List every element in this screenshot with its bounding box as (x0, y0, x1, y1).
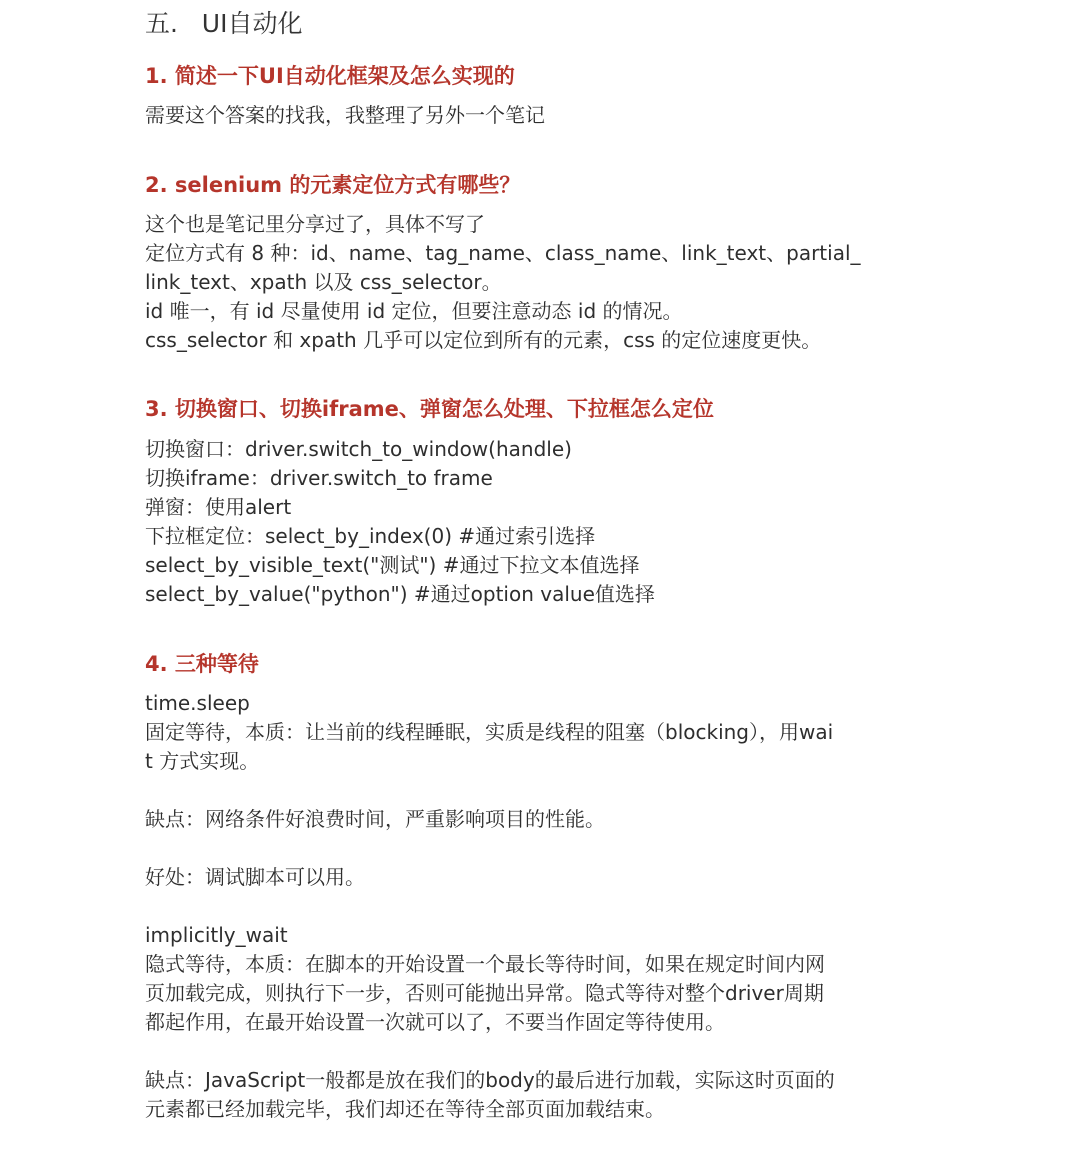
body-line: id 唯一，有 id 尽量使用 id 定位，但要注意动态 id 的情况。 (145, 299, 683, 323)
body-line: 定位方式有 8 种：id、name、tag_name、class_name、link_text、partial_ (145, 241, 861, 265)
section-3-body (145, 435, 935, 609)
body-line: 好处：调试脚本可以用。 (145, 865, 365, 889)
body-line: 都起作用，在最开始设置一次就可以了，不要当作固定等待使用。 (145, 1010, 725, 1034)
blank-line (145, 776, 935, 805)
body-line: t 方式实现。 (145, 749, 260, 773)
body-line: 元素都已经加载完毕，我们却还在等待全部页面加载结束。 (145, 1097, 665, 1121)
body-line: 固定等待，本质：让当前的线程睡眠，实质是线程的阻塞（blocking），用wai (145, 720, 834, 744)
body-line: 缺点：网络条件好浪费时间，严重影响项目的性能。 (145, 807, 605, 831)
body-line: implicitly_wait (145, 923, 288, 947)
body-line: 切换窗口：driver.switch_to_window(handle) (145, 437, 572, 461)
blank-line (145, 834, 935, 863)
body-line: css_selector 和 xpath 几乎可以定位到所有的元素，css 的定位速度更快。 (145, 328, 822, 352)
section-4-heading: 4. 三种等待 (145, 652, 259, 676)
page-title: 五. UI自动化 (145, 9, 303, 38)
section-3-heading: 3. 切换窗口、切换iframe、弹窗怎么处理、下拉框怎么定位 (145, 397, 714, 421)
blank-line (145, 1037, 935, 1066)
section-1-heading: 1. 简述一下UI自动化框架及怎么实现的 (145, 64, 515, 88)
body-line: 这个也是笔记里分享过了，具体不写了 (145, 212, 485, 236)
body-line: select_by_value("python") #通过option value值选择 (145, 582, 655, 606)
body-line: select_by_visible_text("测试") #通过下拉文本值选择 (145, 553, 640, 577)
section-4-body (145, 689, 935, 1124)
body-line: 缺点：JavaScript一般都是放在我们的body的最后进行加载，实际这时页面的 (145, 1068, 835, 1092)
body-line: link_text、xpath 以及 css_selector。 (145, 270, 502, 294)
section-2-body (145, 210, 935, 355)
body-line: 页加载完成，则执行下一步，否则可能抛出异常。隐式等待对整个driver周期 (145, 981, 824, 1005)
body-line: 切换iframe：driver.switch_to frame (145, 466, 493, 490)
section-2-heading: 2. selenium 的元素定位方式有哪些？ (145, 173, 521, 197)
body-line: time.sleep (145, 691, 250, 715)
blank-line (145, 892, 935, 921)
body-line: 弹窗：使用alert (145, 495, 292, 519)
body-line: 隐式等待，本质：在脚本的开始设置一个最长等待时间，如果在规定时间内网 (145, 952, 825, 976)
section-1-body (145, 101, 935, 130)
body-line: 下拉框定位：select_by_index(0) #通过索引选择 (145, 524, 596, 548)
body-line: 需要这个答案的找我，我整理了另外一个笔记 (145, 103, 545, 127)
